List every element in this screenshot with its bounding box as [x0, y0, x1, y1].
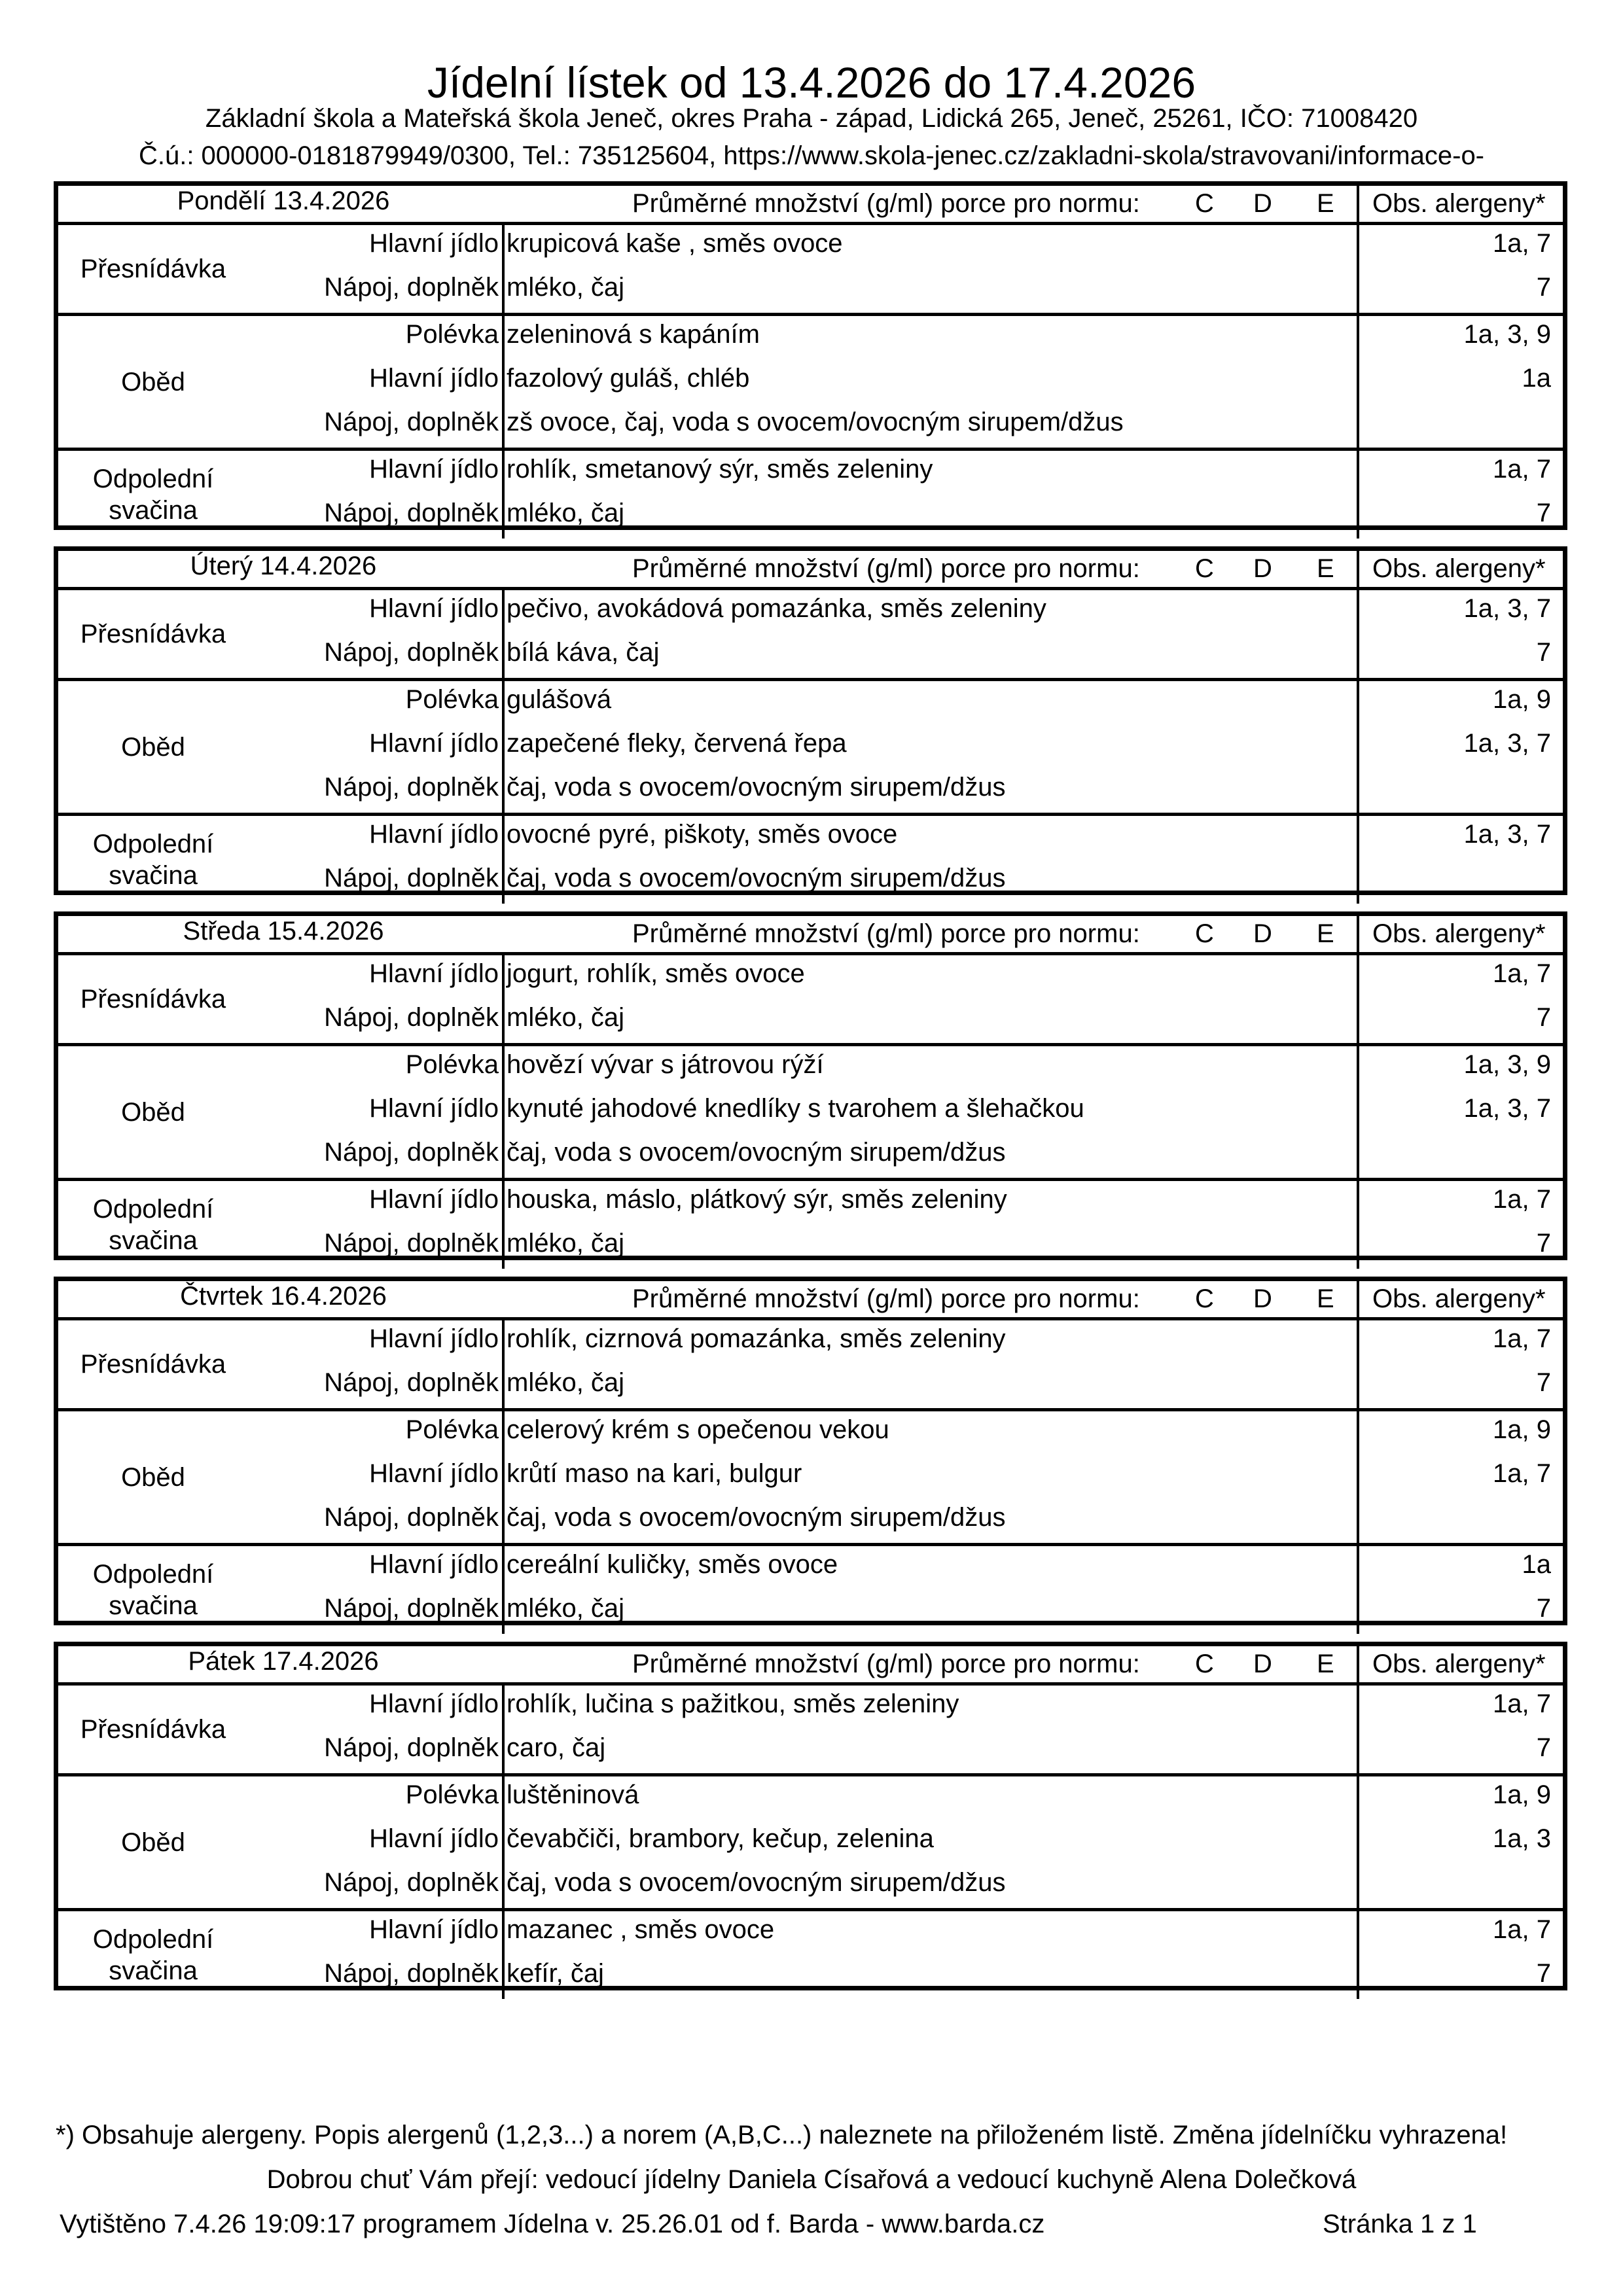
norm-c: C [1195, 1650, 1214, 1678]
dish-type: Nápoj, doplněk [324, 864, 499, 892]
menu-row [58, 1955, 1563, 1999]
dish-name: caro, čaj [507, 1733, 606, 1762]
dish-type: Hlavní jídlo [369, 455, 499, 484]
day-table [54, 546, 1567, 895]
dish-allergens: 1a, 3, 9 [1463, 320, 1551, 349]
meal-label-text: svačina [109, 1591, 198, 1620]
norm-e: E [1317, 1650, 1334, 1678]
meal-group-obed [58, 681, 1563, 816]
meal-label-text: Oběd [121, 732, 185, 762]
dish-type: Nápoj, doplněk [324, 1003, 499, 1032]
dish-name: čaj, voda s ovocem/ovocným sirupem/džus [507, 773, 1006, 802]
dish-type: Hlavní jídlo [369, 1324, 499, 1353]
dish-allergens: 1a, 3, 7 [1463, 594, 1551, 623]
dish-name: fazolový guláš, chléb [507, 364, 750, 393]
meal-group-presnidavka [58, 955, 1563, 1046]
norm-d: D [1253, 1650, 1272, 1678]
dish-name: mléko, čaj [507, 273, 625, 302]
meal-label-text: svačina [109, 496, 198, 525]
dish-type: Hlavní jídlo [369, 820, 499, 849]
menu-row [58, 1225, 1563, 1269]
menu-row [58, 1776, 1563, 1820]
menu-row [58, 1864, 1563, 1908]
norm-d: D [1253, 919, 1272, 948]
dish-allergens: 7 [1536, 1229, 1551, 1258]
dish-type: Polévka [405, 1415, 499, 1444]
dish-type: Hlavní jídlo [369, 364, 499, 393]
allergens-header: Obs. alergeny* [1357, 916, 1563, 952]
menu-row [58, 269, 1563, 313]
dish-allergens: 1a, 3, 7 [1463, 820, 1551, 849]
menu-row [58, 316, 1563, 360]
norm-e: E [1317, 1284, 1334, 1313]
dish-type: Nápoj, doplněk [324, 1503, 499, 1532]
dish-name: jogurt, rohlík, směs ovoce [507, 959, 805, 988]
meal-group-presnidavka [58, 1320, 1563, 1411]
dish-allergens: 1a, 3, 7 [1463, 1094, 1551, 1123]
allergens-header: Obs. alergeny* [1357, 1281, 1563, 1317]
dish-type: Nápoj, doplněk [324, 273, 499, 302]
dish-name: bílá káva, čaj [507, 638, 660, 667]
dish-allergens: 1a [1522, 1550, 1551, 1579]
dish-type: Polévka [405, 1780, 499, 1809]
dish-name: mléko, čaj [507, 1229, 625, 1258]
menu-row [58, 1590, 1563, 1634]
meal-label-text: Odpolední [92, 1560, 214, 1589]
dish-allergens: 1a [1522, 364, 1551, 393]
dish-type: Hlavní jídlo [369, 1824, 499, 1853]
day-header [58, 1646, 1563, 1686]
dish-name: mléko, čaj [507, 499, 625, 527]
norm-e: E [1317, 919, 1334, 948]
menu-row [58, 1729, 1563, 1773]
day-date: Úterý 14.4.2026 [190, 552, 377, 580]
meal-label-text: svačina [109, 1226, 198, 1255]
dish-type: Nápoj, doplněk [324, 1138, 499, 1167]
meal-label-text: Oběd [121, 367, 185, 397]
menu-row [58, 225, 1563, 269]
dish-type: Hlavní jídlo [369, 1915, 499, 1944]
day-table [54, 1277, 1567, 1625]
dish-name: rohlík, smetanový sýr, směs zeleniny [507, 455, 933, 484]
meal-label-text: Odpolední [92, 830, 214, 858]
menu-row [58, 955, 1563, 999]
menu-row [58, 634, 1563, 678]
menu-row [58, 360, 1563, 404]
dish-type: Hlavní jídlo [369, 729, 499, 758]
norm-label: Průměrné množství (g/ml) porce pro normu: [632, 554, 1140, 583]
meal-label-text: Přesnídávka [80, 1350, 226, 1379]
day-date: Středa 15.4.2026 [183, 917, 384, 945]
page-number: Stránka 1 z 1 [1323, 2210, 1477, 2238]
dish-type: Hlavní jídlo [369, 1185, 499, 1214]
menu-row [58, 1320, 1563, 1364]
dish-allergens: 1a, 7 [1493, 229, 1551, 258]
meal-label-text: Odpolední [92, 1195, 214, 1224]
dish-name: čaj, voda s ovocem/ovocným sirupem/džus [507, 1868, 1006, 1897]
menu-row [58, 1364, 1563, 1408]
norm-d: D [1253, 1284, 1272, 1313]
dish-name: čevabčiči, brambory, kečup, zelenina [507, 1824, 934, 1853]
dish-allergens: 1a, 3, 7 [1463, 729, 1551, 758]
meal-label-text: Přesnídávka [80, 255, 226, 283]
dish-allergens: 1a, 9 [1493, 1415, 1551, 1444]
dish-name: kynuté jahodové knedlíky s tvarohem a šlehačkou [507, 1094, 1084, 1123]
menu-row [58, 590, 1563, 634]
dish-type: Nápoj, doplněk [324, 1959, 499, 1988]
menu-row [58, 1090, 1563, 1134]
day-table [54, 1642, 1567, 1990]
allergens-header: Obs. alergeny* [1357, 1646, 1563, 1682]
dish-type: Polévka [405, 1050, 499, 1079]
dish-allergens: 1a, 9 [1493, 1780, 1551, 1809]
day-table [54, 911, 1567, 1260]
dish-name: mazanec , směs ovoce [507, 1915, 775, 1944]
norm-c: C [1195, 1284, 1214, 1313]
menu-row [58, 999, 1563, 1043]
allergens-header: Obs. alergeny* [1357, 186, 1563, 222]
meal-group-odpoledni [58, 1181, 1563, 1269]
menu-row [58, 1686, 1563, 1729]
meal-group-presnidavka [58, 225, 1563, 316]
meal-group-odpoledni [58, 451, 1563, 539]
meal-group-obed [58, 1411, 1563, 1546]
menu-row [58, 451, 1563, 495]
dish-type: Hlavní jídlo [369, 1689, 499, 1718]
norm-label: Průměrné množství (g/ml) porce pro normu: [632, 189, 1140, 218]
menu-row [58, 725, 1563, 769]
menu-row [58, 816, 1563, 860]
dish-allergens: 1a, 7 [1493, 1324, 1551, 1353]
dish-type: Hlavní jídlo [369, 1094, 499, 1123]
norm-e: E [1317, 189, 1334, 218]
dish-name: zeleninová s kapáním [507, 320, 760, 349]
norm-label: Průměrné množství (g/ml) porce pro normu: [632, 919, 1140, 948]
norm-c: C [1195, 189, 1214, 218]
meal-group-odpoledni [58, 816, 1563, 904]
norm-c: C [1195, 554, 1214, 583]
dish-type: Hlavní jídlo [369, 1459, 499, 1488]
meal-group-odpoledni [58, 1911, 1563, 1999]
norm-c: C [1195, 919, 1214, 948]
school-contact: Č.ú.: 000000-0181879949/0300, Tel.: 735125604, https://www.skola-jenec.cz/zakladni-skola/stravovani/informace-o- [138, 141, 1485, 170]
dish-allergens: 7 [1536, 1003, 1551, 1032]
dish-allergens: 1a, 7 [1493, 455, 1551, 484]
meal-label-text: Odpolední [92, 1925, 214, 1954]
day-header [58, 916, 1563, 955]
dish-name: čaj, voda s ovocem/ovocným sirupem/džus [507, 1503, 1006, 1532]
meal-label-text: Přesnídávka [80, 1715, 226, 1744]
dish-name: pečivo, avokádová pomazánka, směs zeleniny [507, 594, 1046, 623]
school-info: Základní škola a Mateřská škola Jeneč, okres Praha - západ, Lidická 265, Jeneč, 25261, IČO: 71008420 [205, 104, 1418, 133]
meal-group-presnidavka [58, 590, 1563, 681]
meal-label-text: svačina [109, 861, 198, 890]
dish-allergens: 1a, 7 [1493, 1459, 1551, 1488]
dish-allergens: 1a, 3, 9 [1463, 1050, 1551, 1079]
dish-allergens: 7 [1536, 273, 1551, 302]
norm-e: E [1317, 554, 1334, 583]
dish-type: Nápoj, doplněk [324, 1229, 499, 1258]
dish-name: celerový krém s opečenou vekou [507, 1415, 889, 1444]
meal-label-text: Přesnídávka [80, 620, 226, 648]
dish-type: Nápoj, doplněk [324, 499, 499, 527]
dish-type: Hlavní jídlo [369, 229, 499, 258]
dish-type: Nápoj, doplněk [324, 1733, 499, 1762]
meal-group-presnidavka [58, 1686, 1563, 1776]
meal-group-obed [58, 316, 1563, 451]
day-header [58, 1281, 1563, 1320]
dish-name: luštěninová [507, 1780, 639, 1809]
allergen-note: *) Obsahuje alergeny. Popis alergenů (1,2,3...) a norem (A,B,C...) naleznete na přiloženém listě. Změna jídelníčku vyhrazena! [56, 2121, 1508, 2149]
norm-label: Průměrné množství (g/ml) porce pro normu: [632, 1650, 1140, 1678]
dish-type: Nápoj, doplněk [324, 1368, 499, 1397]
menu-row [58, 1499, 1563, 1543]
day-date: Pondělí 13.4.2026 [177, 186, 390, 215]
menu-row [58, 404, 1563, 448]
dish-name: čaj, voda s ovocem/ovocným sirupem/džus [507, 864, 1006, 892]
dish-name: rohlík, cizrnová pomazánka, směs zeleniny [507, 1324, 1006, 1353]
printed-info: Vytištěno 7.4.26 19:09:17 programem Jídelna v. 25.26.01 od f. Barda - www.barda.cz [60, 2210, 1045, 2238]
dish-allergens: 7 [1536, 1594, 1551, 1623]
dish-type: Nápoj, doplněk [324, 638, 499, 667]
dish-type: Nápoj, doplněk [324, 1594, 499, 1623]
meal-group-obed [58, 1046, 1563, 1181]
menu-row [58, 1820, 1563, 1864]
menu-row [58, 1546, 1563, 1590]
meal-group-odpoledni [58, 1546, 1563, 1634]
norm-label: Průměrné množství (g/ml) porce pro normu: [632, 1284, 1140, 1313]
dish-name: houska, máslo, plátkový sýr, směs zeleniny [507, 1185, 1007, 1214]
dish-allergens: 7 [1536, 1733, 1551, 1762]
meal-label-text: Oběd [121, 1462, 185, 1492]
day-header [58, 551, 1563, 590]
dish-name: kefír, čaj [507, 1959, 604, 1988]
dish-allergens: 1a, 9 [1493, 685, 1551, 714]
dish-allergens: 1a, 7 [1493, 959, 1551, 988]
dish-name: ovocné pyré, piškoty, směs ovoce [507, 820, 898, 849]
menu-row [58, 1411, 1563, 1455]
dish-name: gulášová [507, 685, 612, 714]
dish-name: zapečené fleky, červená řepa [507, 729, 847, 758]
dish-allergens: 7 [1536, 499, 1551, 527]
dish-name: čaj, voda s ovocem/ovocným sirupem/džus [507, 1138, 1006, 1167]
dish-allergens: 7 [1536, 1368, 1551, 1397]
dish-type: Hlavní jídlo [369, 959, 499, 988]
dish-name: rohlík, lučina s pažitkou, směs zeleniny [507, 1689, 959, 1718]
dish-name: mléko, čaj [507, 1594, 625, 1623]
dish-type: Polévka [405, 320, 499, 349]
dish-name: krůtí maso na kari, bulgur [507, 1459, 802, 1488]
dish-name: mléko, čaj [507, 1368, 625, 1397]
dish-name: krupicová kaše , směs ovoce [507, 229, 843, 258]
menu-row [58, 1455, 1563, 1499]
norm-d: D [1253, 554, 1272, 583]
menu-row [58, 1134, 1563, 1178]
day-table [54, 181, 1567, 530]
meal-label-text: Oběd [121, 1097, 185, 1127]
dish-type: Nápoj, doplněk [324, 773, 499, 802]
dish-allergens: 1a, 7 [1493, 1689, 1551, 1718]
menu-row [58, 1046, 1563, 1090]
page-title: Jídelní lístek od 13.4.2026 do 17.4.2026 [427, 58, 1196, 107]
meal-group-obed [58, 1776, 1563, 1911]
wishes-note: Dobrou chuť Vám přejí: vedoucí jídelny Daniela Císařová a vedoucí kuchyně Alena Dolečková [266, 2165, 1357, 2194]
dish-type: Hlavní jídlo [369, 594, 499, 623]
day-header [58, 186, 1563, 225]
dish-allergens: 1a, 3 [1493, 1824, 1551, 1853]
menu-row [58, 1181, 1563, 1225]
menu-row [58, 769, 1563, 813]
dish-allergens: 7 [1536, 1959, 1551, 1988]
meal-label-text: Odpolední [92, 465, 214, 493]
meal-label-text: Přesnídávka [80, 985, 226, 1014]
menu-row [58, 495, 1563, 539]
day-date: Čtvrtek 16.4.2026 [180, 1282, 387, 1311]
dish-type: Polévka [405, 685, 499, 714]
dish-name: mléko, čaj [507, 1003, 625, 1032]
menu-row [58, 681, 1563, 725]
menu-row [58, 860, 1563, 904]
dish-type: Hlavní jídlo [369, 1550, 499, 1579]
dish-name: zš ovoce, čaj, voda s ovocem/ovocným sirupem/džus [507, 408, 1124, 436]
allergens-header: Obs. alergeny* [1357, 551, 1563, 587]
dish-allergens: 7 [1536, 638, 1551, 667]
menu-row [58, 1911, 1563, 1955]
dish-name: hovězí vývar s játrovou rýží [507, 1050, 824, 1079]
meal-label-text: Oběd [121, 1828, 185, 1857]
dish-allergens: 1a, 7 [1493, 1185, 1551, 1214]
dish-type: Nápoj, doplněk [324, 1868, 499, 1897]
norm-d: D [1253, 189, 1272, 218]
dish-allergens: 1a, 7 [1493, 1915, 1551, 1944]
dish-type: Nápoj, doplněk [324, 408, 499, 436]
dish-name: cereální kuličky, směs ovoce [507, 1550, 838, 1579]
meal-label-text: svačina [109, 1956, 198, 1985]
day-date: Pátek 17.4.2026 [188, 1647, 379, 1676]
